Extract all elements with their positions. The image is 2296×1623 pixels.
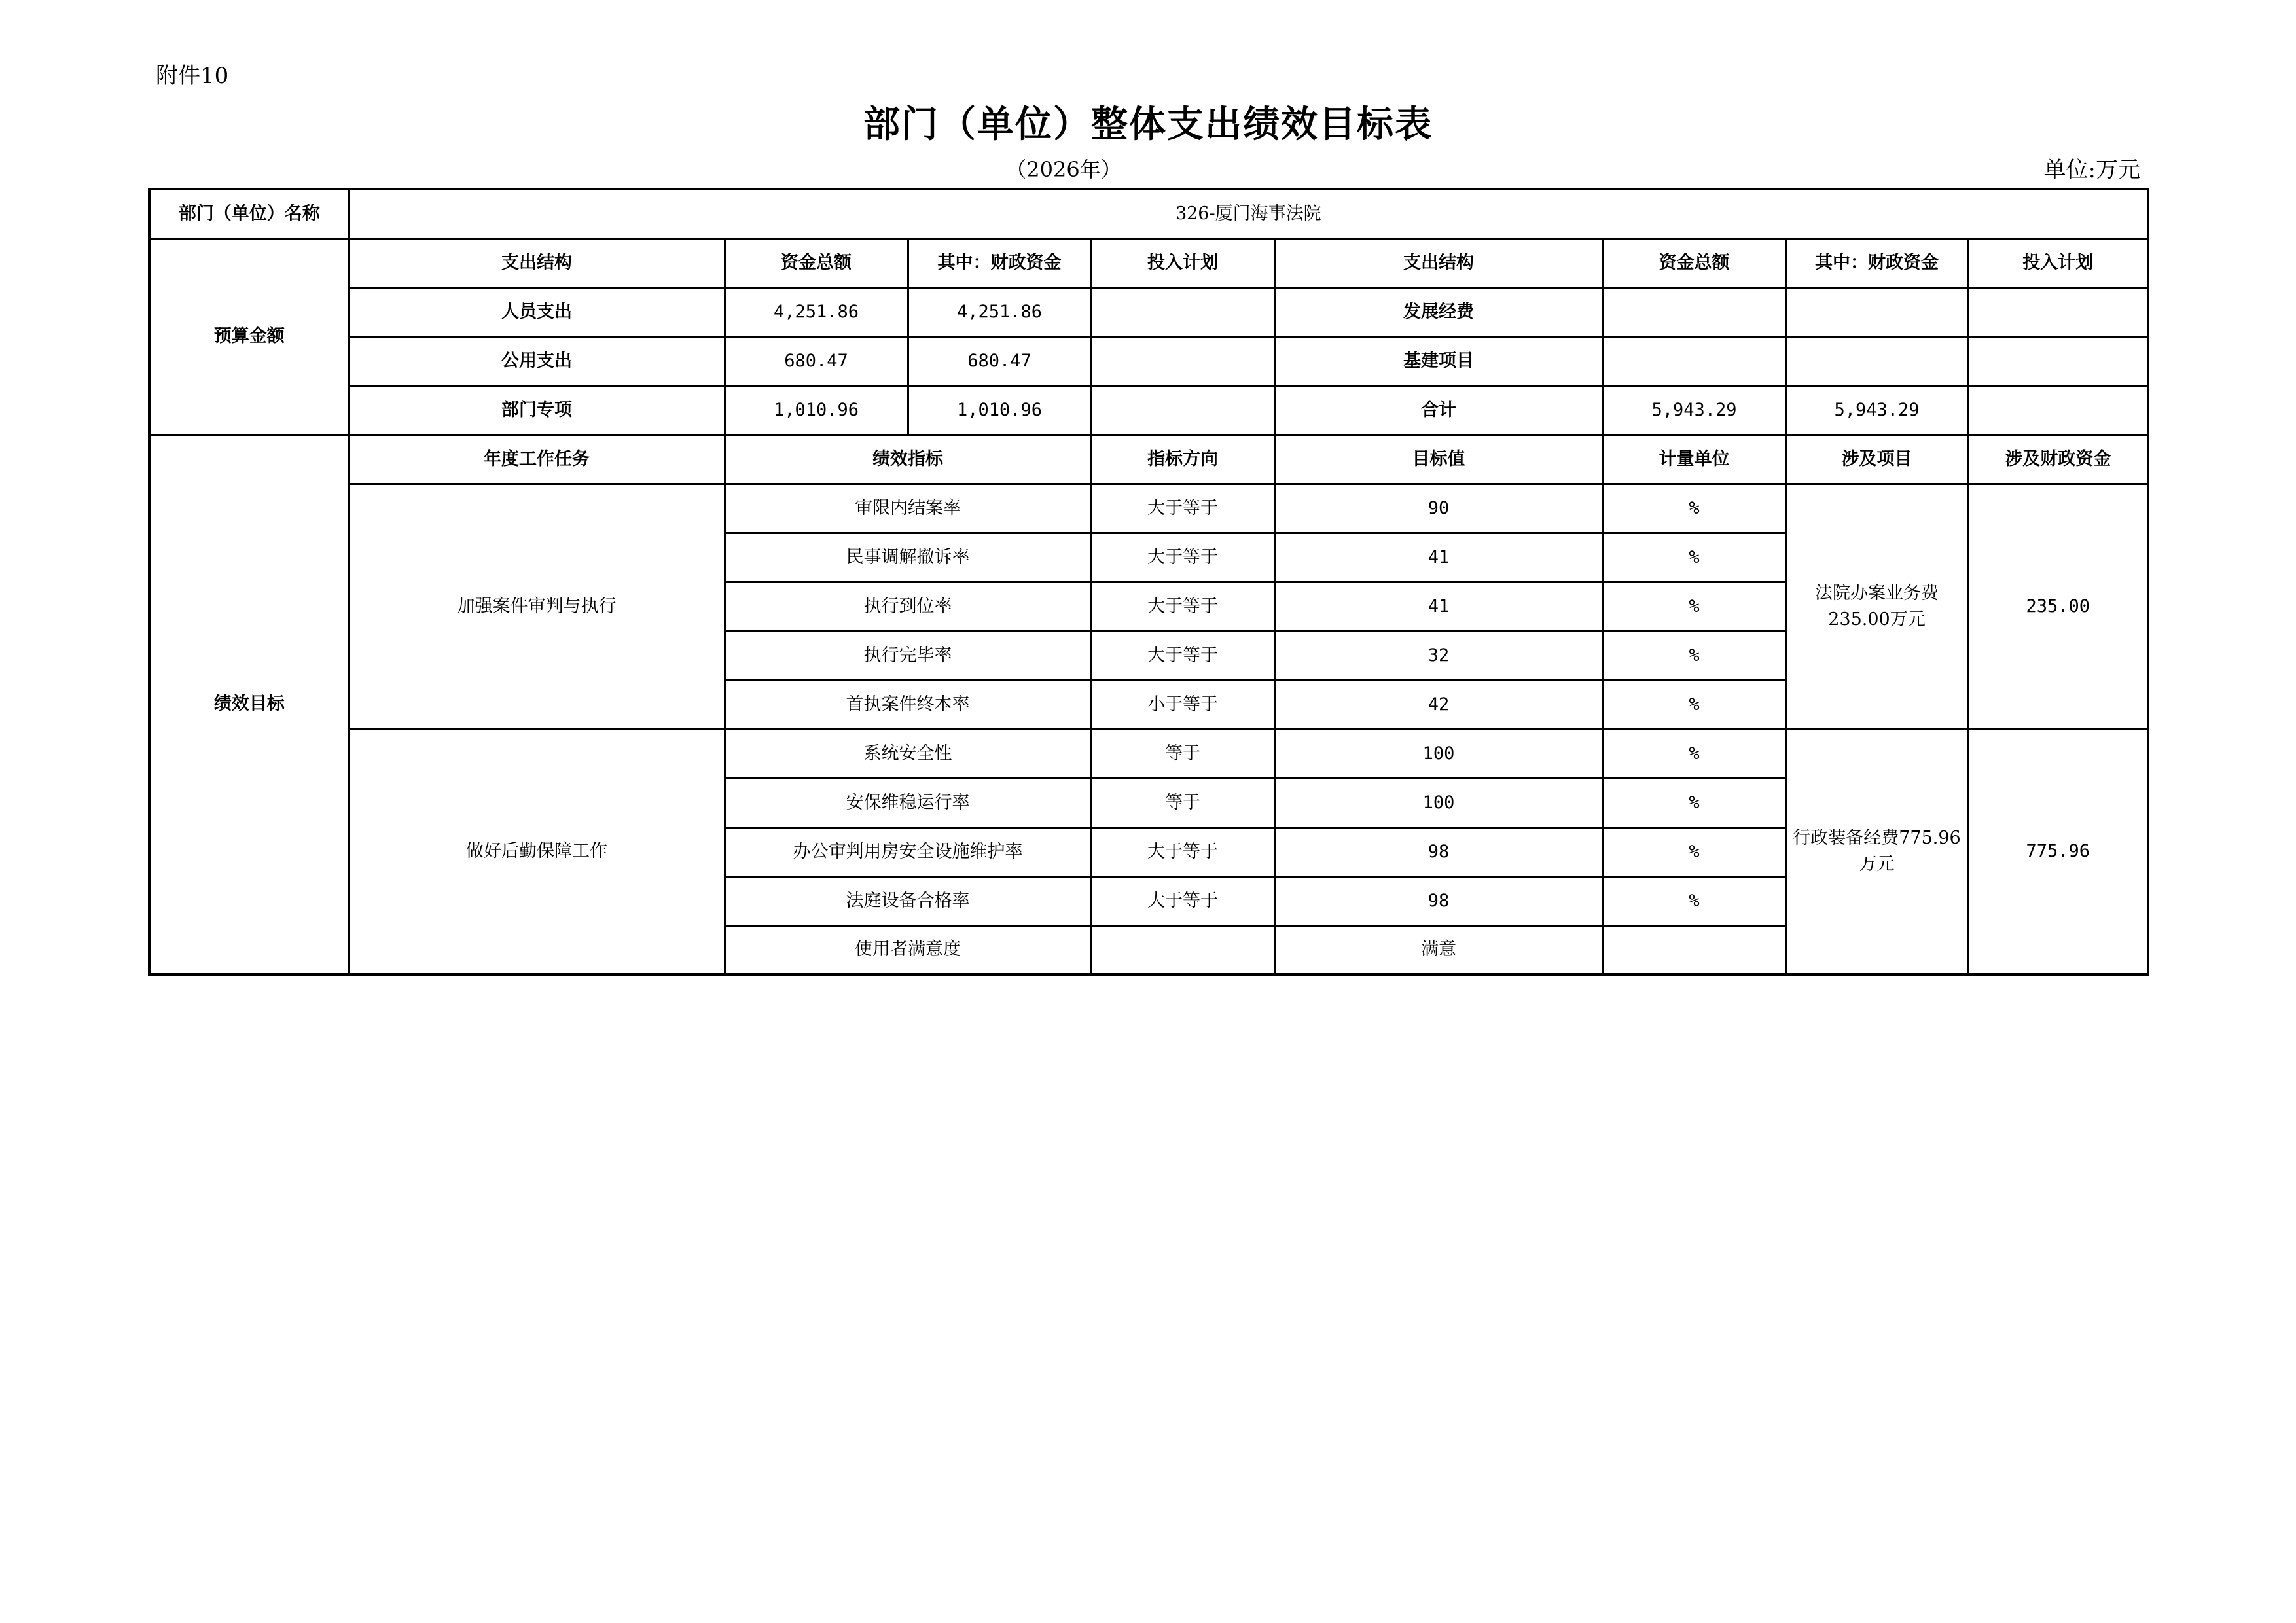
- dept-row: [149, 189, 2148, 238]
- indicator-name: 法庭设备合格率: [725, 876, 1091, 925]
- attachment-label: 附件10: [156, 63, 229, 89]
- dept-name-value: 326-厦门海事法院: [349, 189, 2148, 238]
- column-header: 投入计划: [1968, 238, 2148, 287]
- indicator-direction: 小于等于: [1091, 680, 1274, 729]
- measure-unit: %: [1603, 631, 1785, 680]
- budget-row: [149, 385, 2148, 435]
- indicator-direction: 大于等于: [1091, 876, 1274, 925]
- target-value: 42: [1274, 680, 1603, 729]
- fiscal-amount: 5,943.29: [1785, 385, 1968, 435]
- performance-target-table: [148, 188, 2149, 976]
- measure-unit: %: [1603, 876, 1785, 925]
- total-amount: 4,251.86: [725, 287, 908, 336]
- column-header: 其中：财政资金: [1785, 238, 1968, 287]
- column-header: 涉及项目: [1785, 435, 1968, 484]
- measure-unit: %: [1603, 582, 1785, 631]
- target-value: 满意: [1274, 925, 1603, 974]
- measure-unit: %: [1603, 484, 1785, 533]
- indicator-name: 民事调解撤诉率: [725, 533, 1091, 582]
- measure-unit: %: [1603, 778, 1785, 827]
- indicator-name: 执行完毕率: [725, 631, 1091, 680]
- expense-type: 发展经费: [1274, 287, 1603, 336]
- indicator-name: 系统安全性: [725, 729, 1091, 778]
- input-plan: [1091, 287, 1274, 336]
- target-value: 100: [1274, 778, 1603, 827]
- indicator-direction: 等于: [1091, 778, 1274, 827]
- total-amount: 5,943.29: [1603, 385, 1785, 435]
- fiscal-amount: 1,010.96: [908, 385, 1091, 435]
- annual-task: 做好后勤保障工作: [349, 729, 725, 974]
- indicator-direction: 大于等于: [1091, 631, 1274, 680]
- input-plan: [1968, 336, 2148, 385]
- expense-type: 部门专项: [349, 385, 725, 435]
- column-header: 其中：财政资金: [908, 238, 1091, 287]
- column-header: 计量单位: [1603, 435, 1785, 484]
- dept-name-label: 部门（单位）名称: [149, 189, 349, 238]
- related-fund: 775.96: [1968, 729, 2148, 974]
- indicator-direction: 大于等于: [1091, 827, 1274, 876]
- column-header: 年度工作任务: [349, 435, 725, 484]
- budget-row: [149, 336, 2148, 385]
- expense-type: 公用支出: [349, 336, 725, 385]
- indicator-name: 使用者满意度: [725, 925, 1091, 974]
- target-value: 98: [1274, 827, 1603, 876]
- year-label: （2026年）: [1005, 157, 1122, 182]
- column-header: 支出结构: [1274, 238, 1603, 287]
- column-header: 投入计划: [1091, 238, 1274, 287]
- total-amount: 680.47: [725, 336, 908, 385]
- related-project: 法院办案业务费235.00万元: [1785, 484, 1968, 729]
- target-value: 32: [1274, 631, 1603, 680]
- budget-row: [149, 287, 2148, 336]
- indicator-direction: 大于等于: [1091, 533, 1274, 582]
- input-plan: [1968, 385, 2148, 435]
- indicator-direction: 等于: [1091, 729, 1274, 778]
- performance-section-label: 绩效目标: [149, 435, 349, 974]
- measure-unit: %: [1603, 533, 1785, 582]
- target-value: 98: [1274, 876, 1603, 925]
- related-project: 行政装备经费775.96万元: [1785, 729, 1968, 974]
- indicator-row: [149, 484, 2148, 533]
- column-header: 支出结构: [349, 238, 725, 287]
- fiscal-amount: 4,251.86: [908, 287, 1091, 336]
- indicator-direction: 大于等于: [1091, 484, 1274, 533]
- indicator-name: 执行到位率: [725, 582, 1091, 631]
- measure-unit: %: [1603, 827, 1785, 876]
- measure-unit: %: [1603, 729, 1785, 778]
- expense-type: 人员支出: [349, 287, 725, 336]
- column-header: 指标方向: [1091, 435, 1274, 484]
- total-amount: [1603, 287, 1785, 336]
- total-amount: 1,010.96: [725, 385, 908, 435]
- expense-type: 基建项目: [1274, 336, 1603, 385]
- input-plan: [1091, 385, 1274, 435]
- fiscal-amount: [1785, 287, 1968, 336]
- page-title: 部门（单位）整体支出绩效目标表: [863, 103, 1433, 146]
- column-header: 涉及财政资金: [1968, 435, 2148, 484]
- budget-header-row: [149, 238, 2148, 287]
- column-header: 资金总额: [725, 238, 908, 287]
- indicator-name: 安保维稳运行率: [725, 778, 1091, 827]
- target-value: 90: [1274, 484, 1603, 533]
- column-header: 目标值: [1274, 435, 1603, 484]
- budget-section-label: 预算金额: [149, 238, 349, 435]
- indicator-name: 首执案件终本率: [725, 680, 1091, 729]
- annual-task: 加强案件审判与执行: [349, 484, 725, 729]
- expense-type: 合计: [1274, 385, 1603, 435]
- fiscal-amount: 680.47: [908, 336, 1091, 385]
- fiscal-amount: [1785, 336, 1968, 385]
- input-plan: [1968, 287, 2148, 336]
- unit-label: 单位:万元: [2043, 157, 2140, 183]
- target-value: 100: [1274, 729, 1603, 778]
- indicator-row: [149, 729, 2148, 778]
- input-plan: [1091, 336, 1274, 385]
- column-header: 绩效指标: [725, 435, 1091, 484]
- target-value: 41: [1274, 582, 1603, 631]
- target-value: 41: [1274, 533, 1603, 582]
- performance-header-row: [149, 435, 2148, 484]
- indicator-name: 办公审判用房安全设施维护率: [725, 827, 1091, 876]
- indicator-direction: 大于等于: [1091, 582, 1274, 631]
- measure-unit: [1603, 925, 1785, 974]
- total-amount: [1603, 336, 1785, 385]
- indicator-name: 审限内结案率: [725, 484, 1091, 533]
- indicator-direction: [1091, 925, 1274, 974]
- column-header: 资金总额: [1603, 238, 1785, 287]
- measure-unit: %: [1603, 680, 1785, 729]
- related-fund: 235.00: [1968, 484, 2148, 729]
